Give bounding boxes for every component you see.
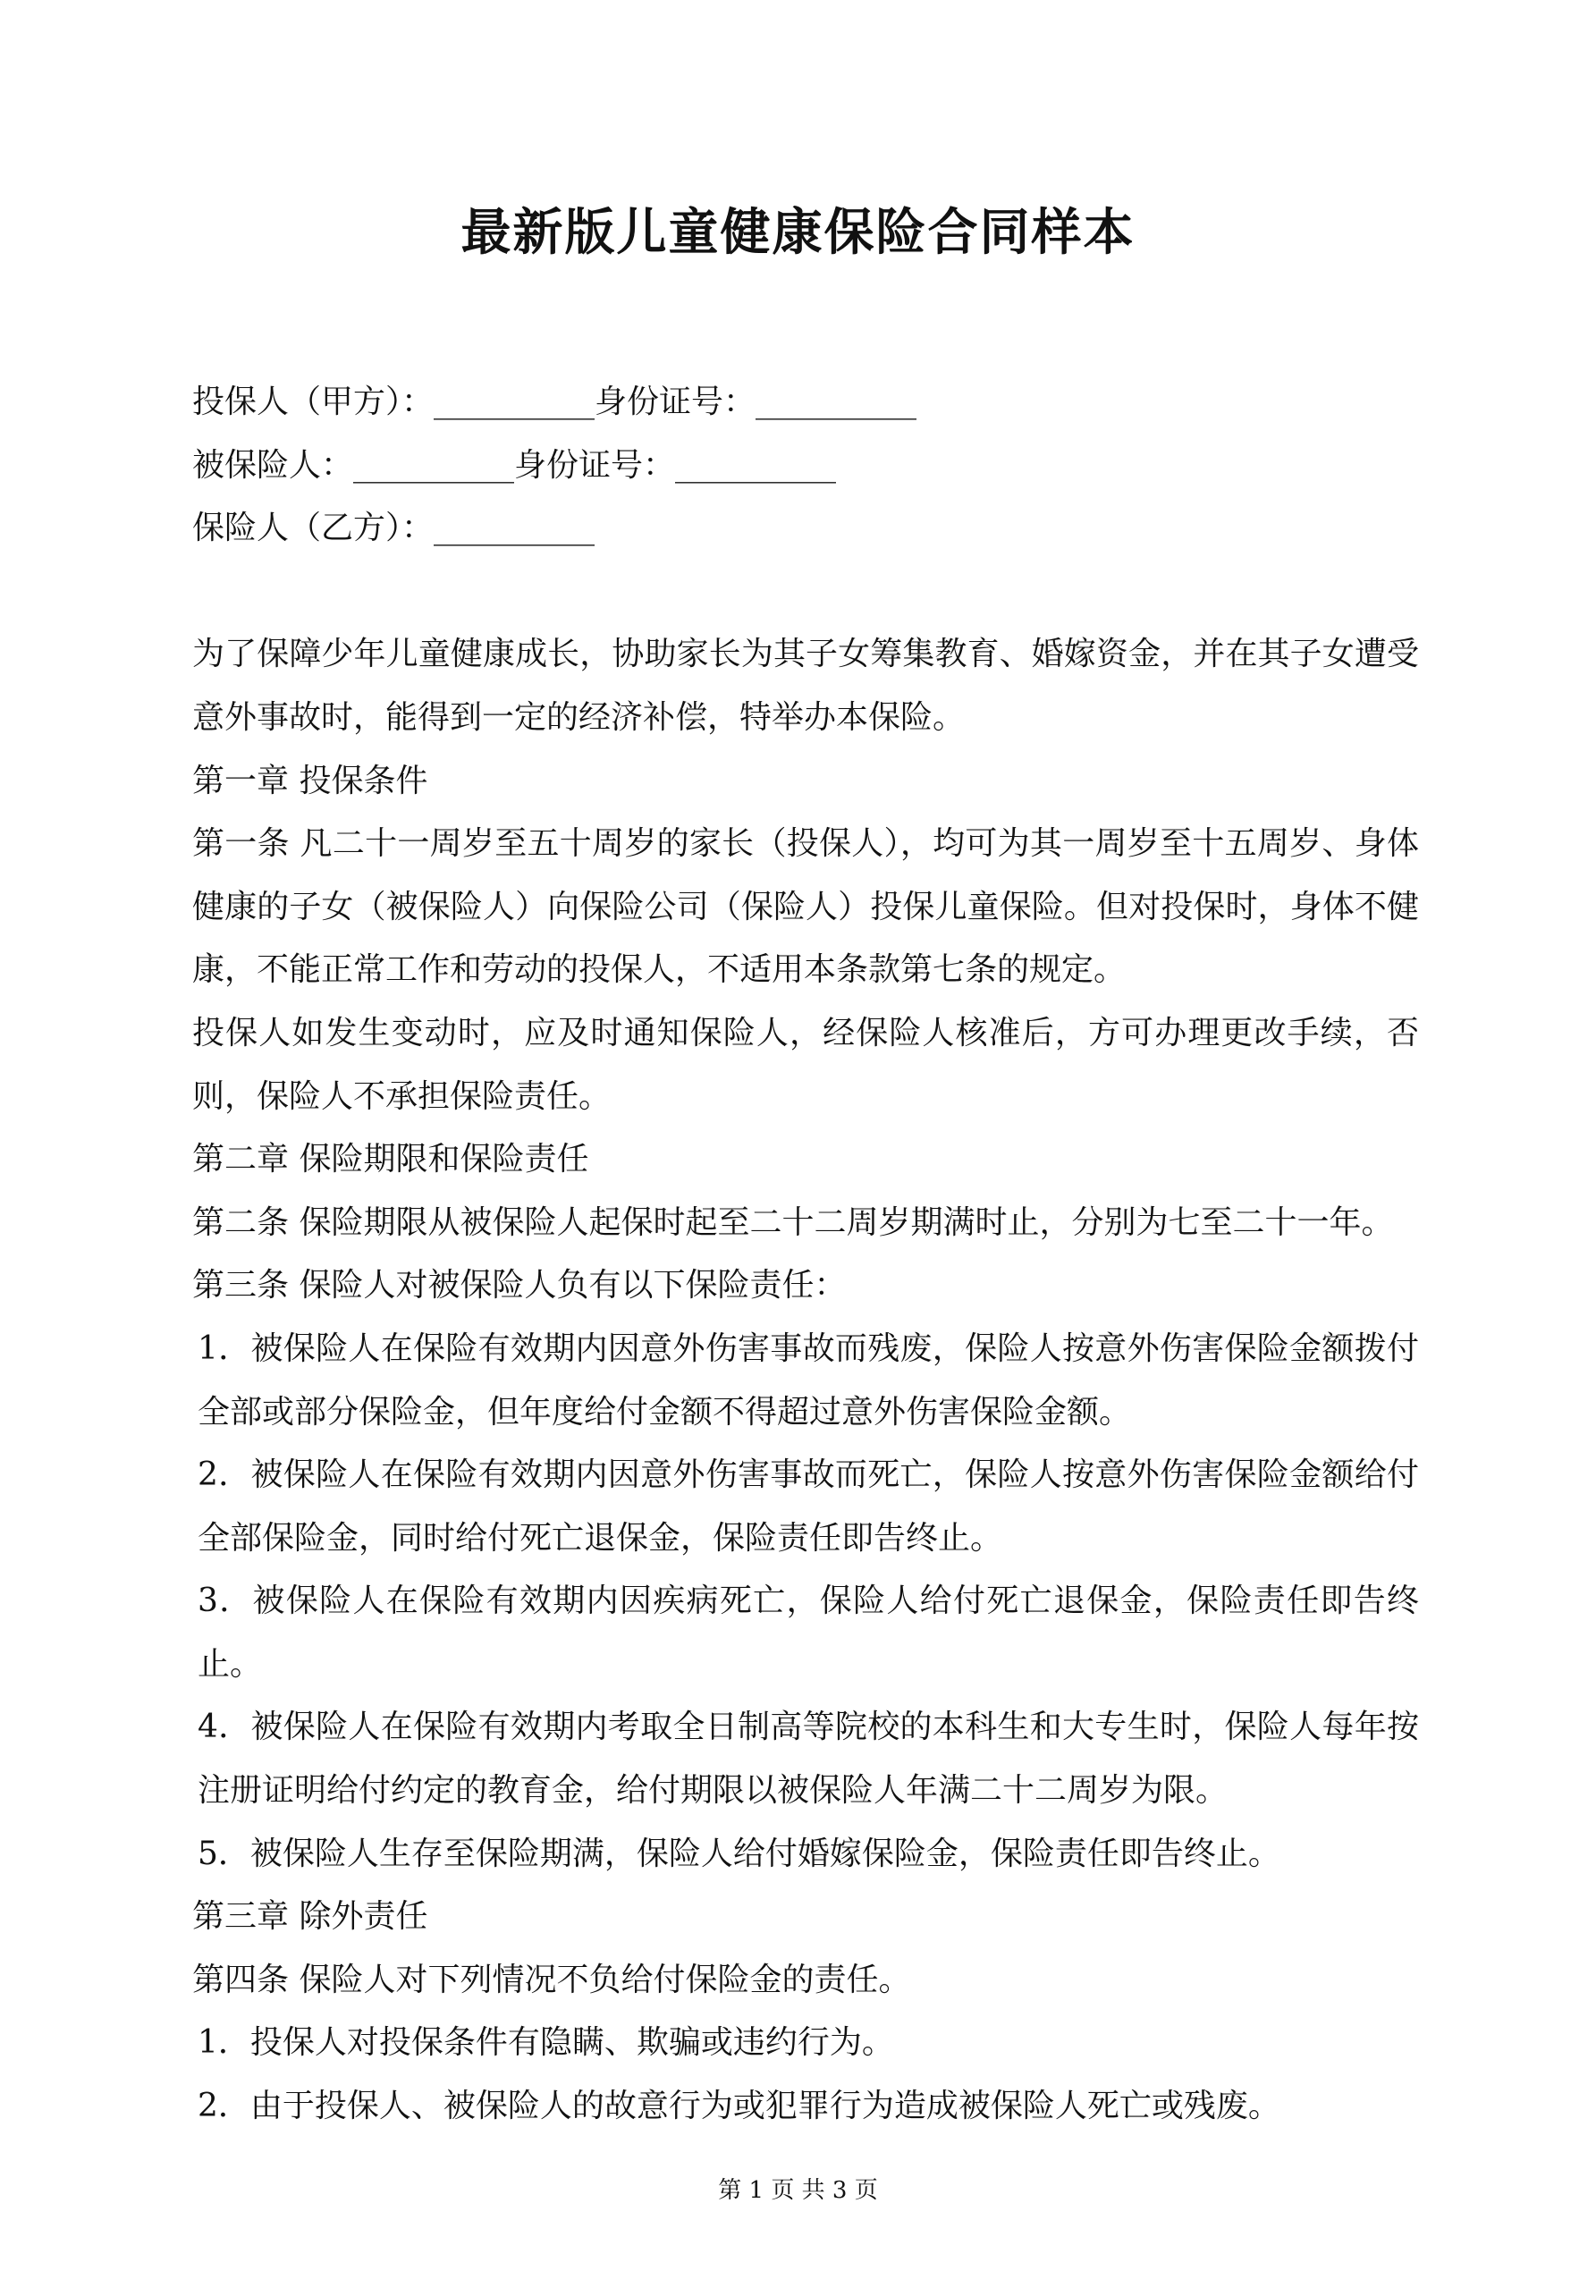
spacer bbox=[192, 561, 1419, 624]
list-item: 2．被保险人在保险有效期内因意外伤害事故而死亡，保险人按意外伤害保险金额给付全部保险金，同时给付死亡退保金，保险责任即告终止。 bbox=[198, 1456, 1419, 1557]
insurer-line: 保险人（乙方）：__________ bbox=[192, 510, 595, 547]
list-item: 2．由于投保人、被保险人的故意行为或犯罪行为造成被保险人死亡或残废。 bbox=[198, 2088, 1280, 2125]
article-paragraph: 第三条 保险人对被保险人负有以下保险责任： bbox=[192, 1267, 847, 1304]
article-paragraph: 投保人如发生变动时，应及时通知保险人，经保险人核准后，方可办理更改手续，否则，保险人不承担保险责任。 bbox=[192, 1014, 1419, 1115]
list-item: 3．被保险人在保险有效期内因疾病死亡，保险人给付死亡退保金，保险责任即告终止。 bbox=[198, 1583, 1419, 1683]
page-footer: 第 1 页 共 3 页 bbox=[718, 2176, 878, 2204]
policyholder-line: 投保人（甲方）：__________身份证号：__________ bbox=[192, 384, 917, 420]
article-paragraph: 第一条 凡二十一周岁至五十周岁的家长（投保人），均可为其一周岁至十五周岁、身体健康的子女（被保险人）向保险公司（保险人）投保儿童保险。但对投保时，身体不健康，不能正常工作和劳动的投保人，不适用本条款第七条的规定。 bbox=[192, 825, 1419, 989]
list-item: 4．被保险人在保险有效期内考取全日制高等院校的本科生和大专生时，保险人每年按注册证明给付约定的教育金，给付期限以被保险人年满二十二周岁为限。 bbox=[198, 1709, 1419, 1810]
preamble-paragraph: 为了保障少年儿童健康成长，协助家长为其子女筹集教育、婚嫁资金，并在其子女遭受意外事故时，能得到一定的经济补偿，特举办本保险。 bbox=[192, 636, 1419, 736]
article-paragraph: 第四条 保险人对下列情况不负给付保险金的责任。 bbox=[192, 1961, 911, 1998]
list-item: 1．投保人对投保条件有隐瞒、欺骗或违约行为。 bbox=[198, 2024, 894, 2062]
article-paragraph: 第二条 保险期限从被保险人起保时起至二十二周岁期满时止，分别为七至二十一年。 bbox=[192, 1203, 1394, 1241]
chapter-heading: 第三章 除外责任 bbox=[192, 1898, 428, 1936]
chapter-heading: 第二章 保险期限和保险责任 bbox=[192, 1141, 589, 1178]
document-body bbox=[192, 371, 1419, 2139]
list-item: 5．被保险人生存至保险期满，保险人给付婚嫁保险金，保险责任即告终止。 bbox=[198, 1835, 1280, 1872]
insured-line: 被保险人：__________身份证号：__________ bbox=[192, 446, 837, 484]
list-item: 1．被保险人在保险有效期内因意外伤害事故而残废，保险人按意外伤害保险金额拨付全部或部分保险金，但年度给付金额不得超过意外伤害保险金额。 bbox=[198, 1329, 1419, 1431]
document-title: 最新版儿童健康保险合同样本 bbox=[460, 203, 1136, 262]
chapter-heading: 第一章 投保条件 bbox=[192, 762, 428, 799]
